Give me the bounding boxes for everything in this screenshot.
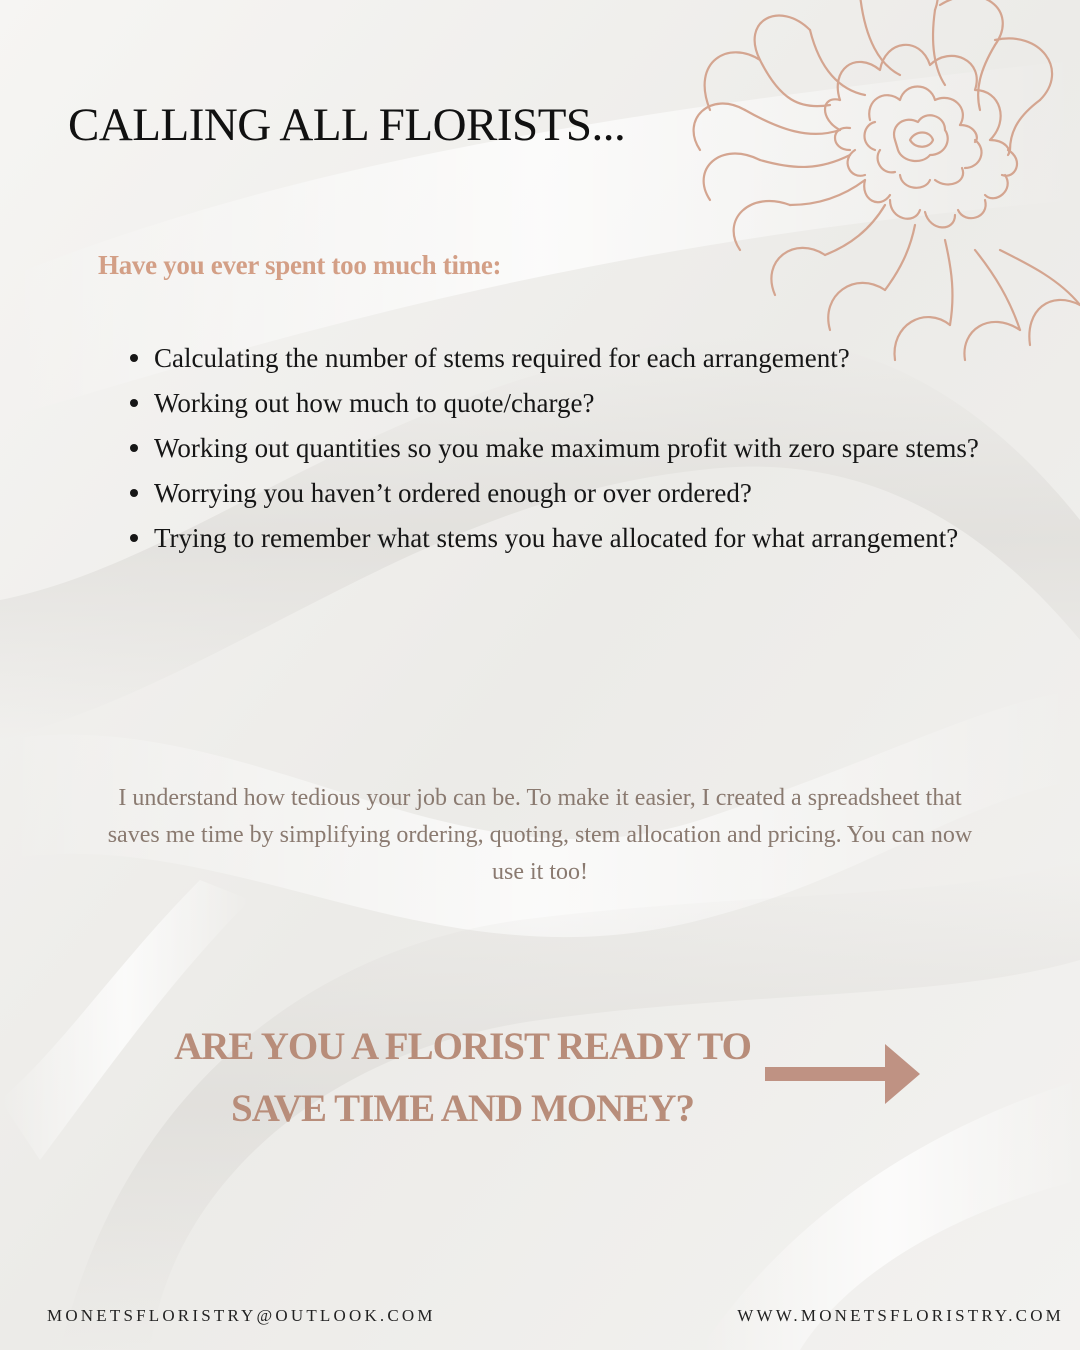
email-address: MONETSFLORISTRY@OUTLOOK.COM — [47, 1306, 436, 1325]
subtitle: Have you ever spent too much time: — [98, 250, 502, 280]
website-url: WWW.MONETSFLORISTRY.COM — [737, 1306, 1064, 1325]
pain-point-list — [122, 336, 982, 561]
list-item: Working out how much to quote/charge? — [122, 381, 982, 426]
list-item: Worrying you haven’t ordered enough or over ordered? — [122, 471, 982, 516]
call-to-action — [150, 1016, 775, 1140]
dahlia-line-art-icon — [690, 0, 1080, 370]
list-item: Trying to remember what stems you have allocated for what arrangement? — [122, 516, 982, 561]
cta-line-1: ARE YOU A FLORIST READY TO — [174, 1025, 751, 1068]
page-title: CALLING ALL FLORISTS... — [68, 99, 626, 151]
arrow-right-icon — [765, 1040, 925, 1108]
cta-line-2: SAVE TIME AND MONEY? — [231, 1087, 694, 1130]
list-item: Calculating the number of stems required for each arrangement? — [122, 336, 982, 381]
list-item: Working out quantities so you make maximum profit with zero spare stems? — [122, 426, 982, 471]
intro-paragraph: I understand how tedious your job can be. To make it easier, I created a spreadsheet that saves me time by simplifying ordering, quoting, stem allocation and pricing. You can now use it too! — [107, 785, 973, 885]
